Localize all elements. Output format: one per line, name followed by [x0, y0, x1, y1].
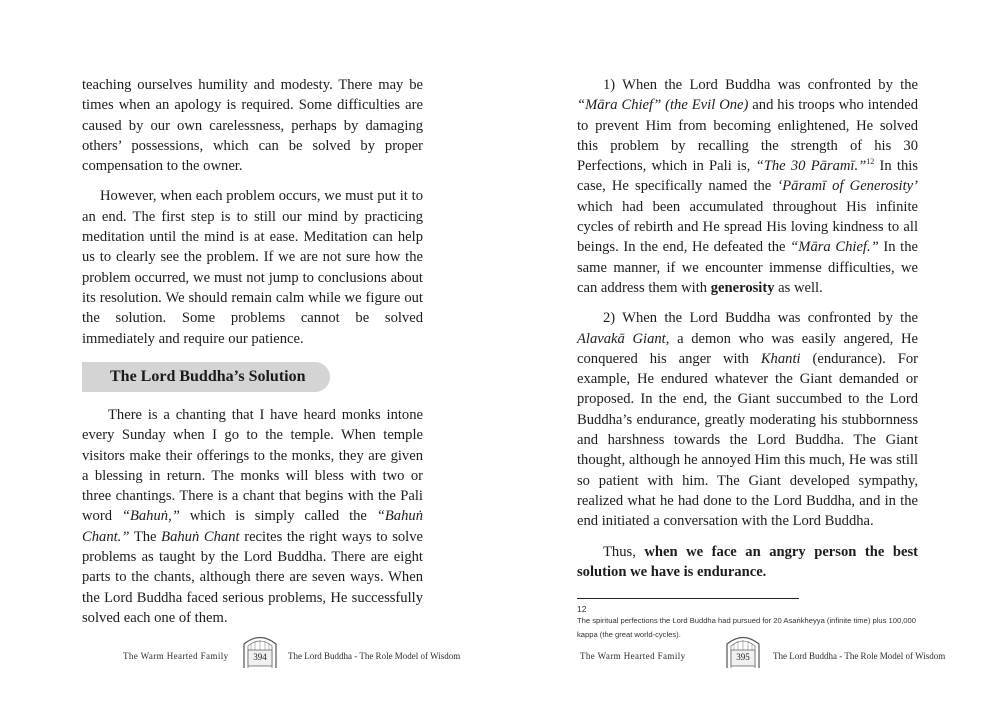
right-top-text: [577, 75, 918, 592]
text-run: In the same manner, if we encounter immense difficulties, we can address them with: [577, 239, 919, 296]
bold-run: when we face an angry person the best solution we have is endurance.: [577, 543, 918, 580]
page-number: 394: [253, 652, 267, 662]
footer-book-title: The Warm Hearted Family: [580, 651, 686, 661]
footer-book-title: The Warm Hearted Family: [123, 651, 229, 661]
right-paragraph-2: [577, 308, 918, 531]
right-paragraph-3: [577, 542, 918, 583]
footnote-mark: 12: [577, 604, 587, 614]
text-run: which is simply called the: [179, 508, 377, 525]
italic-run: ‘Pāramī of Generosity’: [777, 178, 919, 195]
text-run: Thus,: [603, 543, 645, 560]
italic-run: “The 30 Pāramī.”: [755, 158, 867, 175]
footer-chapter-title: The Lord Buddha - The Role Model of Wisdom: [773, 651, 946, 661]
text-run: as well.: [774, 279, 823, 296]
text-run: a demon who was easily angered, He conquered his anger with: [577, 330, 919, 367]
italic-run: “Māra Chief.”: [790, 239, 879, 256]
temple-icon: [240, 630, 280, 670]
left-bottom-text: [82, 405, 423, 638]
italic-run: Khanti: [760, 350, 801, 367]
right-paragraph-1: [577, 75, 918, 298]
left-paragraph-1: teaching ourselves humility and modesty. There may be times when an apology is required. Some difficulties are caused by our own carelessness, perhaps by damaging others’ possessions, which can be solved by proper compensation to the owner.: [82, 77, 423, 175]
footnote-divider: [577, 598, 799, 599]
text-run: recites the right ways to solve problems as taught by the Lord Buddha. There are eight parts to the chants, although there are seven ways. When the Lord Buddha faced serious problems, He successfully solved each one of them.: [82, 528, 423, 626]
text-run: 1) When the Lord Buddha was confronted by the: [603, 77, 918, 93]
left-paragraph-2: However, when each problem occurs, we must put it to an end. The first step is to still our mind by practicing meditation until the mind is at ease. Meditation can help us to clearly see the problem. If we are not sure how the problem occurred, we must not jump to conclusions about its resolution. We should remain calm while we figure out the solution. Some problems cannot be solved immediately and require our patience.: [82, 188, 423, 347]
bold-run: generosity: [710, 279, 775, 296]
page-number: 395: [736, 652, 750, 662]
page-number-badge: [723, 630, 763, 670]
text-run: and his troops who intended to prevent Him from becoming enlightened, He solved this problem by recalling the strength of his 30 Perfections, which in Pali is,: [577, 97, 918, 175]
italic-run: Bahuṅ Chant: [161, 528, 240, 545]
section-heading: The Lord Buddha’s Solution: [82, 362, 330, 392]
footnote-text: The spiritual perfections the Lord Buddha had pursued for 20 Asaṅkheyya (infinite time) plus 100,000 kappa (the great world-cycles).: [577, 616, 916, 639]
left-top-text: [82, 75, 423, 359]
text-run: 2) When the Lord Buddha was confronted by the: [603, 310, 918, 327]
text-run: (endurance). For example, He endured whatever the Giant demanded or proposed. In the end, the Giant succumbed to the Lord Buddha’s endurance, greatly moderating his stubbornness and harshness towards the Lord Buddha. The Giant thought, although he annoyed Him this much, He was still so patient with him. The Giant developed sympathy, realized what he had done to the Lord Buddha, and in the end initiated a conversation with the Lord Buddha.: [577, 350, 918, 530]
page-number-badge: [240, 630, 280, 670]
temple-icon: [723, 630, 763, 670]
italic-run: “Bahuṅ,”: [121, 508, 180, 525]
text-run: In this case, He specifically named the: [577, 158, 918, 195]
italic-run: Alavakā Giant,: [577, 330, 670, 347]
text-run: There is a chanting that I have heard monks intone every Sunday when I go to the temple. When temple visitors make their offerings to the monks, they are given a blessing in return. The monks will bless with two or three chantings. There is a chant that begins with the Pali word: [82, 407, 423, 525]
italic-run: “Bahuṅ Chant.”: [82, 508, 423, 545]
footnote-reference: 12: [866, 157, 875, 167]
text-run: The: [129, 528, 162, 545]
text-run: which had been accumulated throughout His infinite cycles of rebirth and He spread His loving kindness to all beings. In the end, He defeated the: [577, 198, 918, 256]
italic-run: “Māra Chief” (the Evil One): [577, 97, 749, 114]
left-paragraph-3: [82, 405, 423, 628]
footer-chapter-title: The Lord Buddha - The Role Model of Wisdom: [288, 651, 461, 661]
